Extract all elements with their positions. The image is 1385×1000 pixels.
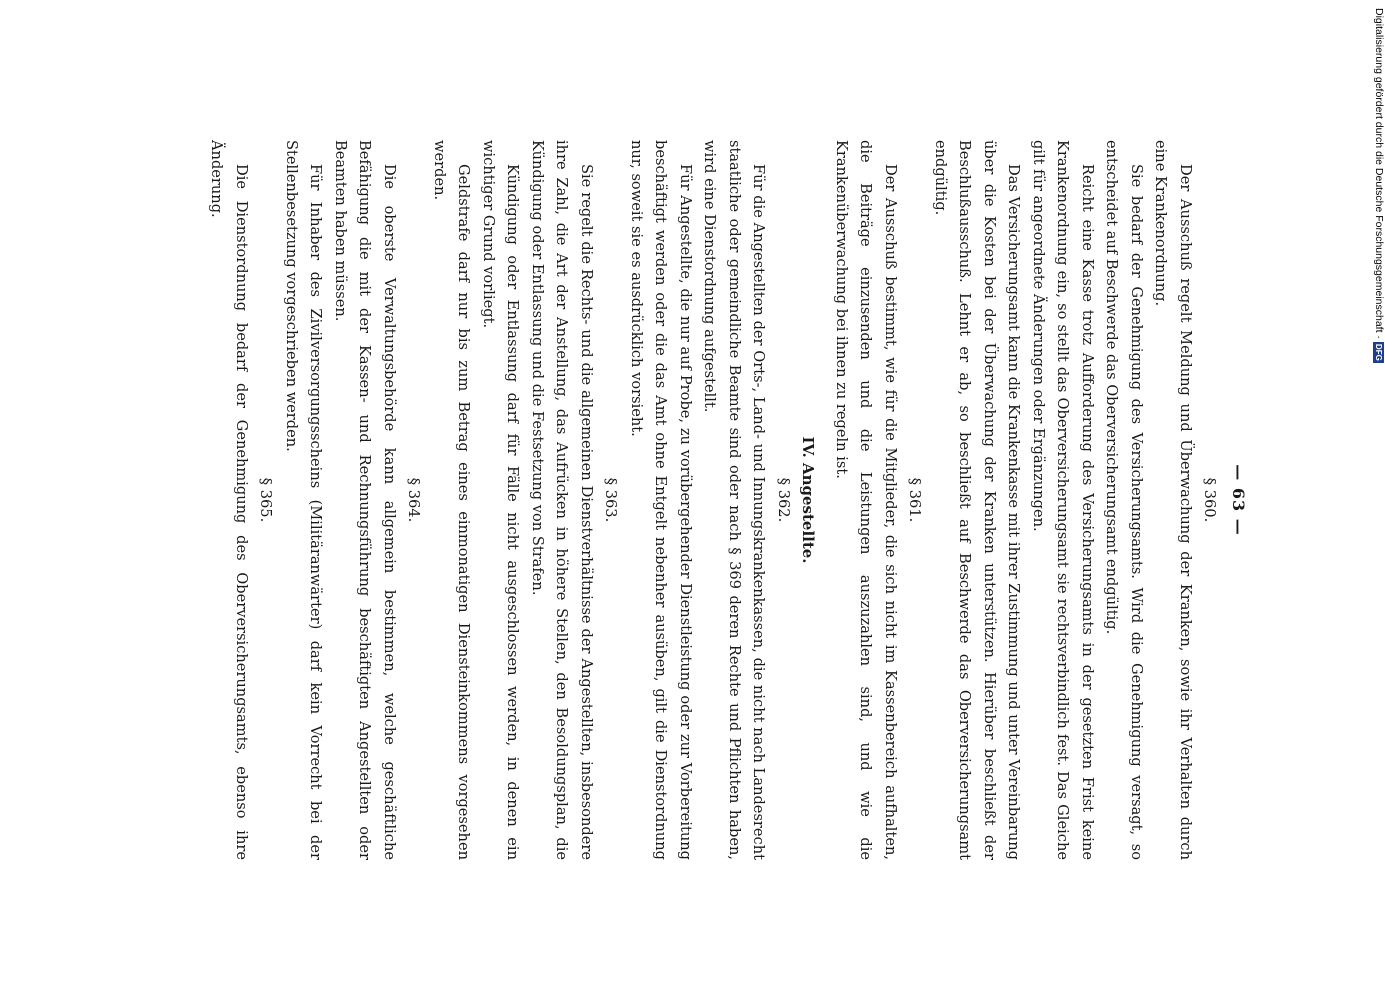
- paragraph: Geldstrafe darf nur bis zum Betrag eines einmonatigen Diensteinkommens vorgesehen werden.: [431, 140, 473, 860]
- section-heading: § 363.: [602, 477, 620, 523]
- section-heading: § 365.: [257, 477, 275, 523]
- paragraph: Der Ausschuß regelt Meldung und Überwachung der Kranken, sowie ihr Verhalten durch eine Krankenordnung.: [1152, 140, 1194, 860]
- part-heading: IV. Angestellte.: [799, 436, 818, 564]
- section-heading: § 364.: [405, 477, 423, 523]
- paragraph: Das Versicherungsamt kann die Krankenkasse mit ihrer Zustimmung und unter Vereinbarung über die Kosten bei der Überwachung der Kranken unterstützen. Hierüber beschließt der Beschlußausschuß. Lehnt er ab, so beschließt auf Beschwerde das Oberversicherungsamt endgültig.: [932, 140, 1023, 860]
- paragraph: Sie bedarf der Genehmigung des Versicherungsamts. Wird die Genehmigung versagt, so entscheidet auf Beschwerde das Oberversicherungsamt endgültig.: [1103, 140, 1145, 860]
- paragraph: Kündigung oder Entlassung darf für Fälle nicht ausgeschlossen werden, in denen ein wichtiger Grund vorliegt.: [480, 140, 522, 860]
- page-number: — 63 —: [1229, 464, 1248, 536]
- dfg-logo: DFG: [1374, 343, 1384, 361]
- section-heading: § 362.: [775, 477, 792, 523]
- paragraph: Für die Angestellten der Orts-, Land- und Innungskrankenkassen, die nicht nach Landesrecht staatliche oder gemeindliche Beamte sind oder nach § 369 deren Rechte und Pflichten haben, wird eine Dienstordnung aufgestellt.: [701, 140, 768, 860]
- paragraph: Für Inhaber des Zivilversorgungsscheins (Militäranwärter) darf kein Vorrecht bei der Stellenbesetzung vorgeschrieben werden.: [283, 140, 325, 860]
- paragraph: Die Dienstordnung bedarf der Genehmigung des Oberversicherungsamts, ebenso ihre Änderung.: [208, 140, 250, 860]
- section-heading: § 360.: [1201, 477, 1219, 523]
- paragraph: Der Ausschuß bestimmt, wie für die Mitglieder, die sich nicht im Kassenbereich aufhalten, die Beiträge einzusenden und die Leistungen auszuzahlen sind, und wie die Krankenüberwachung bei ihnen zu regeln ist.: [833, 140, 899, 860]
- paragraph: Die oberste Verwaltungsbehörde kann allgemein bestimmen, welche geschäftliche Befähigung die mit der Kassen- und Rechnungsführung beschäftigten Angestellten oder Beamten haben müssen.: [332, 140, 398, 860]
- page-content: [204, 140, 1250, 860]
- digitization-credit: [1371, 8, 1385, 398]
- paragraph: Sie regelt die Rechts- und die allgemeinen Dienstverhältnisse der Angestellten, insbesondere ihre Zahl, die Art der Anstellung, das Aufrücken in höhere Stellen, den Besoldungsplan, die Kündigung oder Entlassung und die Festsetzung von Strafen.: [529, 140, 595, 860]
- credit-text: Digitalisierung gefördert durch die Deutsche Forschungsgemeinschaft ·: [1373, 8, 1385, 339]
- paragraph: Reicht eine Kasse trotz Aufforderung des Versicherungsamts in der gesetzten Frist keine Krankenordnung ein, so stellt das Oberversicherungsamt sie rechtsverbindlich fest. Das Gleiche gilt für angeordnete Änderungen oder Ergänzungen.: [1030, 140, 1096, 860]
- text-blocks: [204, 140, 1222, 860]
- paragraph: Für Angestellte, die nur auf Probe, zu vorübergehender Dienstleistung oder zur Vorbereitung beschäftigt werden oder die das Amt ohne Entgelt nebenher ausüben, gilt die Dienstordnung nur, soweit sie es ausdrücklich vorsieht.: [628, 140, 694, 860]
- section-heading: § 361.: [906, 477, 924, 523]
